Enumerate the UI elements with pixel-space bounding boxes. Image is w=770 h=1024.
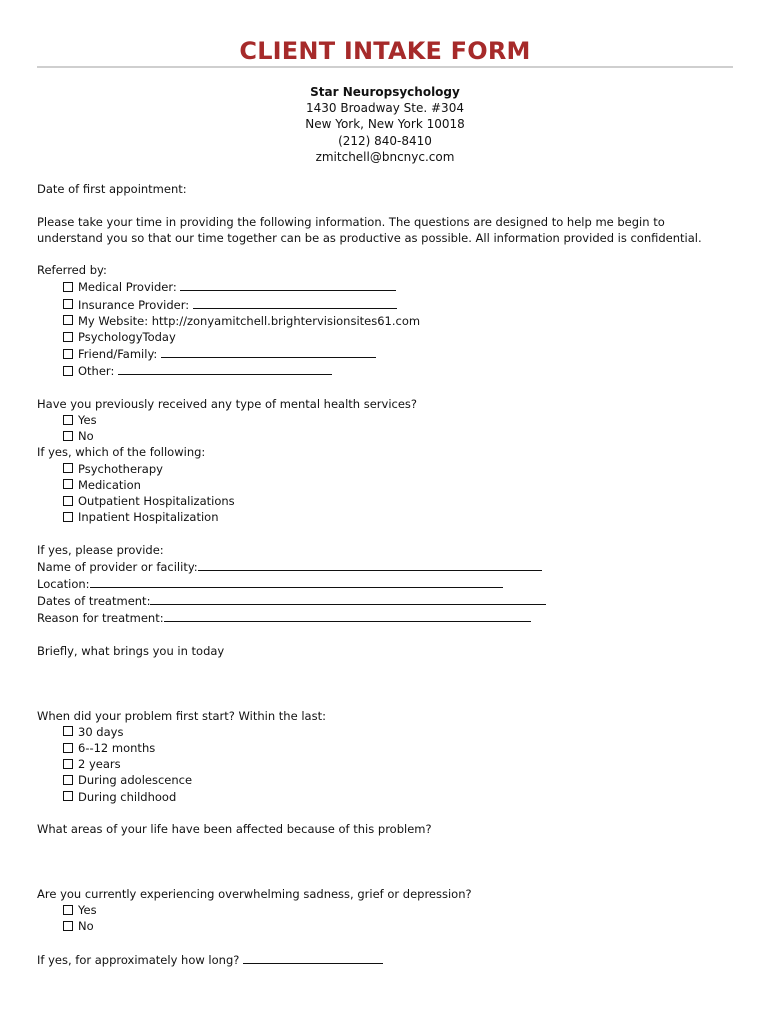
service-outpatient[interactable]: Outpatient Hospitalizations [37,493,733,509]
checkbox-icon[interactable] [63,512,73,522]
title-divider [37,66,733,68]
checkbox-icon[interactable] [63,332,73,342]
checkbox-icon[interactable] [63,415,73,425]
checkbox-icon[interactable] [63,282,73,292]
service-medication[interactable]: Medication [37,477,733,493]
start-childhood[interactable]: During childhood [37,789,733,805]
org-header [37,84,733,165]
previous-services-yes[interactable]: Yes [37,412,733,428]
referred-by-label: Referred by: [37,263,107,278]
checkbox-icon[interactable] [63,463,73,473]
which-services-label: If yes, which of the following: [37,445,206,460]
sadness-question: Are you currently experiencing overwhelming sadness, grief or depression? [37,886,472,901]
referred-option-friend-family[interactable]: Friend/Family: [37,345,733,362]
provider-name-field[interactable]: Name of provider or facility: [37,558,733,575]
start-6-12-months[interactable]: 6--12 months [37,740,733,756]
start-2-years[interactable]: 2 years [37,756,733,772]
dates-of-treatment-field[interactable]: Dates of treatment: [37,592,733,609]
referred-option-psychologytoday[interactable]: PsychologyToday [37,329,733,345]
checkbox-icon[interactable] [63,479,73,489]
reason-for-treatment-field[interactable]: Reason for treatment: [37,609,733,626]
location-field[interactable]: Location: [37,575,733,592]
sadness-no[interactable]: No [37,918,733,934]
checkbox-icon[interactable] [63,905,73,915]
problem-start-question: When did your problem first start? Within the last: [37,708,326,723]
other-blank[interactable] [118,362,332,375]
checkbox-icon[interactable] [63,759,73,769]
checkbox-icon[interactable] [63,921,73,931]
how-long-field[interactable]: If yes, for approximately how long? [37,951,733,968]
checkbox-icon[interactable] [63,496,73,506]
insurance-provider-blank[interactable] [193,296,397,309]
referred-option-website[interactable]: My Website: http://zonyamitchell.brightervisionsites61.com [37,313,733,329]
intro-line-1: Please take your time in providing the following information. The questions are designed to help me begin to [37,214,665,229]
affected-areas-label: What areas of your life have been affected because of this problem? [37,822,432,837]
start-30-days[interactable]: 30 days [37,724,733,740]
medical-provider-blank[interactable] [180,278,396,291]
org-address-line2: New York, New York 10018 [305,117,465,132]
checkbox-icon[interactable] [63,726,73,736]
date-of-first-appointment-label: Date of first appointment: [37,182,187,197]
start-adolescence[interactable]: During adolescence [37,772,733,788]
checkbox-icon[interactable] [63,299,73,309]
what-brings-you-in-label: Briefly, what brings you in today [37,643,225,658]
checkbox-icon[interactable] [63,315,73,325]
org-phone: (212) 840-8410 [338,133,432,148]
dates-of-treatment-blank[interactable] [150,592,546,605]
checkbox-icon[interactable] [63,743,73,753]
org-address-line1: 1430 Broadway Ste. #304 [306,101,464,116]
service-psychotherapy[interactable]: Psychotherapy [37,461,733,477]
org-name: Star Neuropsychology [310,85,460,99]
checkbox-icon[interactable] [63,349,73,359]
service-inpatient[interactable]: Inpatient Hospitalization [37,509,733,525]
reason-for-treatment-blank[interactable] [164,609,531,622]
intro-line-2: understand you so that our time together can be as productive as possible. All information provided is confidential. [37,230,702,245]
checkbox-icon[interactable] [63,775,73,785]
checkbox-icon[interactable] [63,791,73,801]
referred-option-medical-provider[interactable]: Medical Provider: [37,278,733,295]
referred-option-other[interactable]: Other: [37,362,733,379]
previous-services-no[interactable]: No [37,428,733,444]
friend-family-blank[interactable] [161,345,376,358]
previous-services-question: Have you previously received any type of mental health services? [37,396,418,411]
how-long-blank[interactable] [243,951,383,964]
checkbox-icon[interactable] [63,366,73,376]
location-blank[interactable] [90,575,503,588]
form-title: CLIENT INTAKE FORM [239,37,531,65]
org-email: zmitchell@bncnyc.com [315,149,455,164]
checkbox-icon[interactable] [63,431,73,441]
sadness-yes[interactable]: Yes [37,902,733,918]
referred-option-insurance-provider[interactable]: Insurance Provider: [37,296,733,313]
provider-name-blank[interactable] [198,558,542,571]
please-provide-label: If yes, please provide: [37,542,164,557]
